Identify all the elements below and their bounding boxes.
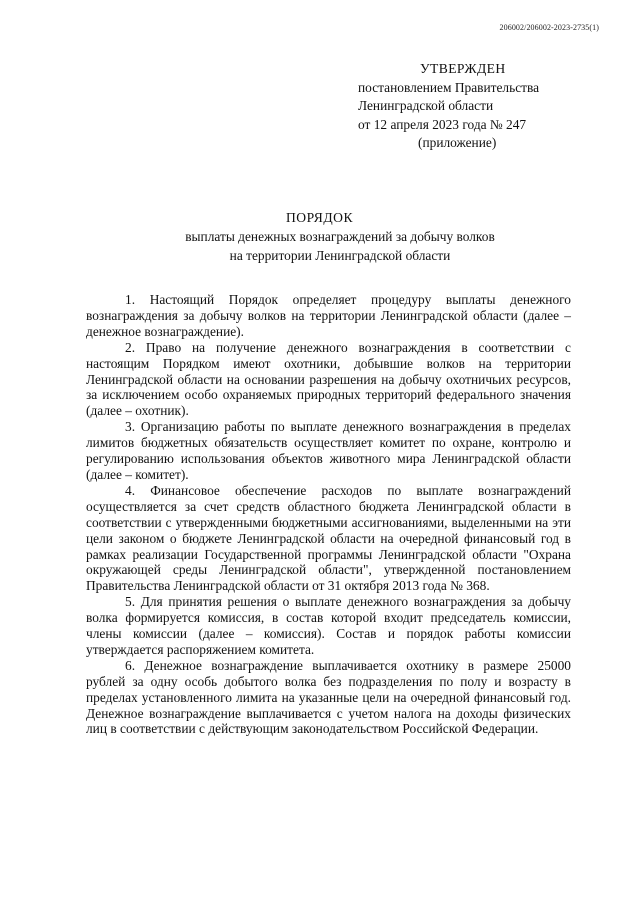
- document-subtitle: [150, 228, 530, 265]
- document-body: [86, 292, 571, 737]
- document-subtitle-line-2: на территории Ленинградской области: [229, 247, 451, 263]
- paragraph-2: 2. Право на получение денежного вознаграждения в соответствии с настоящим Порядком имеют охотники, добывшие волков на территории Ленинградской области на основании разрешения на добычу охотничьих ресурсов, за исключением особо охраняемых природных территорий федерального значения (далее – охотник).: [86, 339, 571, 419]
- approval-appendix: (приложение): [418, 135, 497, 150]
- document-title: ПОРЯДОК: [285, 210, 354, 225]
- paragraph-4: 4. Финансовое обеспечение расходов по выплате вознаграждений осуществляется за счет средств областного бюджета Ленинградской области в соответствии с утвержденными бюджетными ассигнованиями, выделенными на эти цели законом о бюджете Ленинградской области на очередной финансовый год в рамках реализации Государственной программы Ленинградской области "Охрана окружающей среды Ленинградской области", утвержденной постановлением Правительства Ленинградской области от 31 октября 2013 года № 368.: [86, 482, 571, 594]
- paragraph-5: 5. Для принятия решения о выплате денежного вознаграждения за добычу волка формируется комиссия, в состав которой входит председатель комиссии, члены комиссии (далее – комиссия). Состав и порядок работы комиссии утверждается распоряжением комитета.: [86, 594, 571, 657]
- approval-line-1: постановлением Правительства: [358, 79, 540, 95]
- paragraph-3: 3. Организацию работы по выплате денежного вознаграждения в пределах лимитов бюджетных обязательств осуществляет комитет по охране, контролю и регулированию использования объектов животного мира Ленинградской области (далее – комитет).: [86, 419, 571, 482]
- document-subtitle-line-1: выплаты денежных вознаграждений за добычу волков: [185, 229, 495, 244]
- approval-line-2: Ленинградской области: [358, 98, 494, 113]
- approval-line-3: от 12 апреля 2023 года № 247: [358, 116, 527, 132]
- paragraph-1: 1. Настоящий Порядок определяет процедуру выплаты денежного вознаграждения за добычу волков на территории Ленинградской области (далее – денежное вознаграждение).: [86, 292, 571, 339]
- document-registration-number: 206002/206002-2023-2735(1): [499, 23, 599, 32]
- paragraph-6: 6. Денежное вознаграждение выплачивается охотнику в размере 25000 рублей за одну особь добытого волка без подразделения по полу и возрасту в пределах установленного лимита на указанные цели на очередной финансовый год. Денежное вознаграждение выплачивается с учетом налога на доходы физических лиц в соответствии с действующим законодательством Российской Федерации.: [86, 657, 571, 737]
- approval-title: УТВЕРЖДЕН: [420, 61, 506, 76]
- approval-block: [358, 60, 608, 153]
